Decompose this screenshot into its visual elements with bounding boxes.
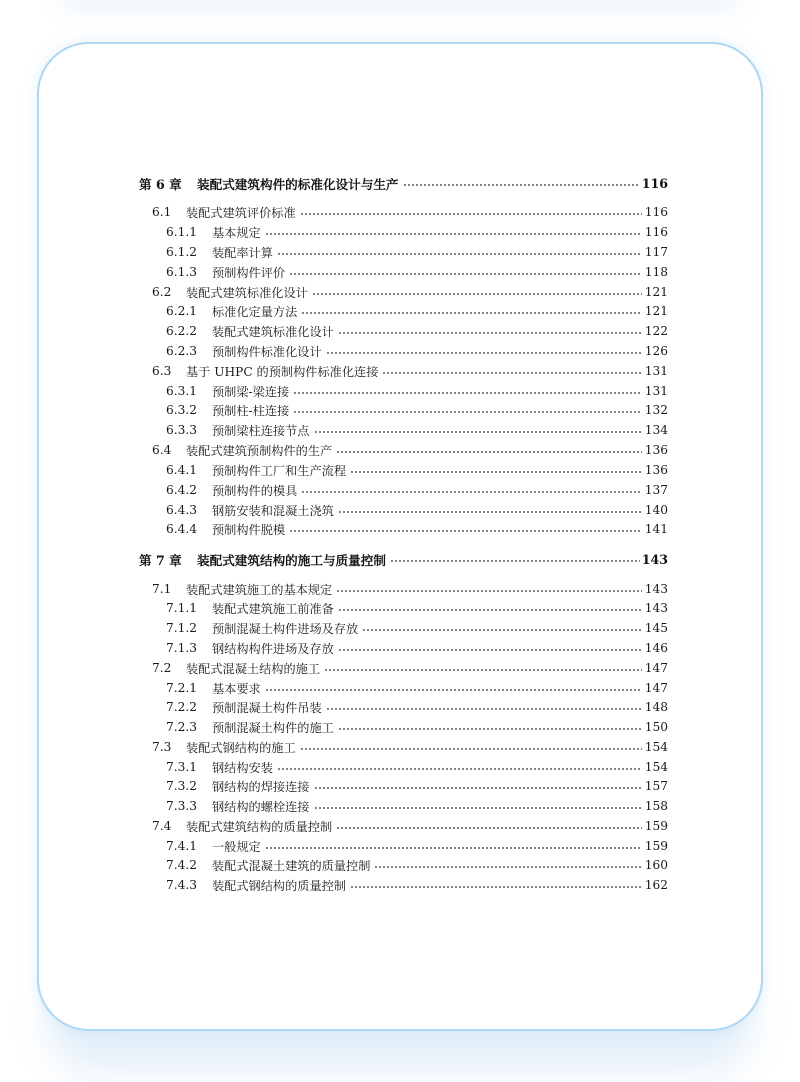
dot-leader — [324, 669, 642, 671]
toc-entry-section[interactable] — [152, 579, 668, 599]
toc-entry-page-number: 137 — [644, 483, 668, 497]
toc-entry-title: 基本要求 — [212, 681, 261, 696]
toc-entry-number: 7.3.1 — [166, 760, 198, 774]
toc-entry-title: 装配式建筑评价标准 — [186, 205, 296, 220]
dot-leader — [300, 213, 642, 215]
toc-entry-subsection[interactable] — [166, 381, 668, 401]
toc-entry-subsection[interactable] — [166, 420, 668, 440]
toc-entry-number: 6.1.1 — [166, 225, 198, 239]
toc-entry-title: 装配式建筑施工前准备 — [212, 601, 334, 616]
toc-entry-page-number: 116 — [644, 225, 668, 239]
toc-entry-number: 7.4 — [152, 819, 172, 833]
toc-entry-title: 装配式混凝土建筑的质量控制 — [212, 858, 371, 873]
toc-entry-chapter[interactable] — [139, 549, 668, 569]
toc-entry-number: 6.4.1 — [166, 463, 198, 477]
toc-entry-page-number: 146 — [644, 641, 668, 655]
toc-entry-page-number: 145 — [644, 621, 668, 635]
dot-leader — [314, 787, 643, 789]
toc-entry-title: 预制混凝土构件吊装 — [212, 700, 322, 715]
toc-entry-subsection[interactable] — [166, 400, 668, 420]
toc-entry-page-number: 162 — [644, 878, 668, 892]
toc-entry-number: 6.1 — [152, 205, 172, 219]
toc-entry-title: 钢结构安装 — [212, 760, 273, 775]
dot-leader — [362, 629, 642, 631]
toc-entry-number: 7.1.3 — [166, 641, 198, 655]
toc-entry-number: 第 6 章 — [139, 176, 182, 192]
dot-leader — [289, 273, 642, 275]
toc-entry-number: 7.4.2 — [166, 858, 198, 872]
dot-leader — [265, 847, 642, 849]
dot-leader — [301, 312, 642, 314]
toc-entry-page-number: 158 — [644, 799, 668, 813]
toc-entry-title: 装配式钢结构的质量控制 — [212, 878, 347, 893]
toc-entry-title: 预制混凝土构件的施工 — [212, 720, 334, 735]
dot-leader — [338, 511, 642, 513]
toc-entry-subsection[interactable] — [166, 757, 668, 777]
toc-entry-subsection[interactable] — [166, 875, 668, 895]
dot-leader — [314, 807, 643, 809]
toc-entry-subsection[interactable] — [166, 855, 668, 875]
toc-entry-page-number: 160 — [644, 858, 668, 872]
toc-entry-page-number: 140 — [644, 503, 668, 517]
toc-entry-subsection[interactable] — [166, 222, 668, 242]
toc-entry-number: 7.2 — [152, 661, 172, 675]
toc-entry-title: 钢结构构件进场及存放 — [212, 641, 334, 656]
dot-leader — [336, 827, 642, 829]
dot-leader — [277, 253, 642, 255]
toc-entry-title: 装配式建筑标准化设计 — [186, 285, 308, 300]
toc-entry-page-number: 131 — [644, 384, 668, 398]
toc-entry-number: 6.3 — [152, 364, 172, 378]
toc-entry-number: 7.2.1 — [166, 681, 198, 695]
toc-entry-subsection[interactable] — [166, 678, 668, 698]
toc-entry-title: 装配式建筑结构的施工与质量控制 — [197, 552, 386, 568]
toc-entry-number: 6.4 — [152, 443, 172, 457]
top-glow — [60, 0, 740, 10]
toc-entry-subsection[interactable] — [166, 776, 668, 796]
dot-leader — [312, 293, 642, 295]
toc-entry-number: 6.4.4 — [166, 522, 198, 536]
toc-entry-title: 一般规定 — [212, 839, 261, 854]
toc-entry-number: 7.1.1 — [166, 601, 198, 615]
toc-entry-number: 6.2.2 — [166, 324, 198, 338]
toc-entry-subsection[interactable] — [166, 321, 668, 341]
toc-entry-section[interactable] — [152, 658, 668, 678]
toc-entry-title: 预制构件脱模 — [212, 522, 286, 537]
toc-entry-section[interactable] — [152, 361, 668, 381]
dot-leader — [338, 332, 642, 334]
toc-entry-subsection[interactable] — [166, 480, 668, 500]
toc-entry-subsection[interactable] — [166, 519, 668, 539]
toc-entry-number: 6.2 — [152, 285, 172, 299]
toc-entry-title: 预制梁-梁连接 — [212, 384, 290, 399]
dot-leader — [390, 560, 640, 562]
toc-entry-title: 预制混凝土构件进场及存放 — [212, 621, 359, 636]
dot-leader — [293, 411, 642, 413]
toc-entry-title: 装配式建筑标准化设计 — [212, 324, 334, 339]
dot-leader — [293, 392, 642, 394]
toc-entry-chapter[interactable] — [139, 173, 668, 193]
toc-entry-page-number: 126 — [644, 344, 668, 358]
dot-leader — [338, 649, 642, 651]
toc-entry-page-number: 136 — [644, 443, 668, 457]
dot-leader — [265, 233, 642, 235]
toc-entry-page-number: 121 — [644, 285, 668, 299]
dot-leader — [336, 590, 642, 592]
toc-entry-title: 钢结构的螺栓连接 — [212, 799, 310, 814]
toc-entry-subsection[interactable] — [166, 262, 668, 282]
toc-entry-subsection[interactable] — [166, 242, 668, 262]
toc-entry-number: 7.4.3 — [166, 878, 198, 892]
toc-entry-page-number: 136 — [644, 463, 668, 477]
dot-leader — [338, 609, 642, 611]
toc-entry-number: 7.1 — [152, 582, 172, 596]
toc-entry-title: 钢结构的焊接连接 — [212, 779, 310, 794]
toc-entry-page-number: 143 — [641, 551, 668, 567]
toc-entry-number: 6.4.2 — [166, 483, 198, 497]
toc-entry-number: 7.3.2 — [166, 779, 198, 793]
toc-entry-number: 6.1.3 — [166, 265, 198, 279]
toc-entry-page-number: 159 — [644, 819, 668, 833]
toc-entry-subsection[interactable] — [166, 638, 668, 658]
toc-entry-section[interactable] — [152, 202, 668, 222]
toc-entry-title: 预制梁柱连接节点 — [212, 423, 310, 438]
toc-entry-page-number: 118 — [644, 265, 668, 279]
toc-entry-section[interactable] — [152, 440, 668, 460]
toc-entry-title: 装配式建筑预制构件的生产 — [186, 443, 333, 458]
toc-entry-section[interactable] — [152, 282, 668, 302]
toc-entry-title: 预制构件标准化设计 — [212, 344, 322, 359]
toc-entry-number: 7.3 — [152, 740, 172, 754]
toc-entry-title: 装配式建筑施工的基本规定 — [186, 582, 333, 597]
toc-entry-number: 6.4.3 — [166, 503, 198, 517]
dot-leader — [300, 748, 642, 750]
dot-leader — [326, 708, 642, 710]
toc-entry-title: 预制构件评价 — [212, 265, 286, 280]
toc-entry-number: 7.1.2 — [166, 621, 198, 635]
toc-entry-subsection[interactable] — [166, 341, 668, 361]
toc-entry-subsection[interactable] — [166, 500, 668, 520]
toc-entry-page-number: 134 — [644, 423, 668, 437]
toc-entry-subsection[interactable] — [166, 796, 668, 816]
dot-leader — [314, 431, 643, 433]
toc-entry-title: 标准化定量方法 — [212, 304, 298, 319]
toc-entry-page-number: 157 — [644, 779, 668, 793]
dot-leader — [326, 352, 642, 354]
toc-entry-title: 预制柱-柱连接 — [212, 403, 290, 418]
toc-entry-title: 基本规定 — [212, 225, 261, 240]
toc-entry-section[interactable] — [152, 816, 668, 836]
dot-leader — [350, 886, 642, 888]
toc-entry-number: 6.3.2 — [166, 403, 198, 417]
toc-entry-page-number: 147 — [644, 681, 668, 695]
toc-entry-page-number: 150 — [644, 720, 668, 734]
toc-entry-page-number: 148 — [644, 700, 668, 714]
dot-leader — [289, 530, 642, 532]
dot-leader — [350, 471, 642, 473]
toc-entry-page-number: 159 — [644, 839, 668, 853]
toc-entry-section[interactable] — [152, 737, 668, 757]
toc-entry-page-number: 116 — [644, 205, 668, 219]
toc-entry-subsection[interactable] — [166, 836, 668, 856]
toc-entry-subsection[interactable] — [166, 301, 668, 321]
dot-leader — [336, 451, 642, 453]
toc-entry-subsection[interactable] — [166, 697, 668, 717]
toc-entry-number: 6.2.1 — [166, 304, 198, 318]
toc-entry-page-number: 117 — [644, 245, 668, 259]
toc-entry-number: 6.3.1 — [166, 384, 198, 398]
toc-entry-number: 7.2.2 — [166, 700, 198, 714]
toc-entry-number: 7.3.3 — [166, 799, 198, 813]
toc-entry-title: 预制构件工厂和生产流程 — [212, 463, 347, 478]
dot-leader — [265, 689, 642, 691]
toc-entry-page-number: 154 — [644, 740, 668, 754]
toc-entry-title: 装配率计算 — [212, 245, 273, 260]
toc-entry-page-number: 131 — [644, 364, 668, 378]
dot-leader — [382, 372, 642, 374]
toc-entry-subsection[interactable] — [166, 618, 668, 638]
toc-entry-page-number: 121 — [644, 304, 668, 318]
toc-entry-number: 7.4.1 — [166, 839, 198, 853]
toc-entry-title: 基于 UHPC 的预制构件标准化连接 — [186, 364, 379, 379]
toc-entry-title: 装配式钢结构的施工 — [186, 740, 296, 755]
toc-entry-number: 第 7 章 — [139, 552, 182, 568]
dot-leader — [277, 768, 642, 770]
toc-entry-title: 装配式建筑构件的标准化设计与生产 — [197, 176, 399, 192]
toc-entry-title: 装配式混凝土结构的施工 — [186, 661, 321, 676]
toc-entry-subsection[interactable] — [166, 717, 668, 737]
dot-leader — [374, 866, 642, 868]
toc-entry-page-number: 122 — [644, 324, 668, 338]
toc-entry-page-number: 116 — [641, 175, 668, 191]
toc-entry-page-number: 147 — [644, 661, 668, 675]
toc-entry-number: 6.3.3 — [166, 423, 198, 437]
toc-entry-number: 6.1.2 — [166, 245, 198, 259]
toc-entry-subsection[interactable] — [166, 598, 668, 618]
toc-entry-title: 钢筋安装和混凝土浇筑 — [212, 503, 334, 518]
dot-leader — [301, 491, 642, 493]
toc-entry-page-number: 143 — [644, 582, 668, 596]
toc-entry-page-number: 132 — [644, 403, 668, 417]
toc-entry-page-number: 154 — [644, 760, 668, 774]
toc-entry-title: 装配式建筑结构的质量控制 — [186, 819, 333, 834]
toc-entry-page-number: 143 — [644, 601, 668, 615]
toc-entry-title: 预制构件的模具 — [212, 483, 298, 498]
dot-leader — [338, 728, 642, 730]
toc-entry-page-number: 141 — [644, 522, 668, 536]
toc-entry-number: 7.2.3 — [166, 720, 198, 734]
toc-entry-subsection[interactable] — [166, 460, 668, 480]
toc-entry-number: 6.2.3 — [166, 344, 198, 358]
dot-leader — [403, 184, 640, 186]
